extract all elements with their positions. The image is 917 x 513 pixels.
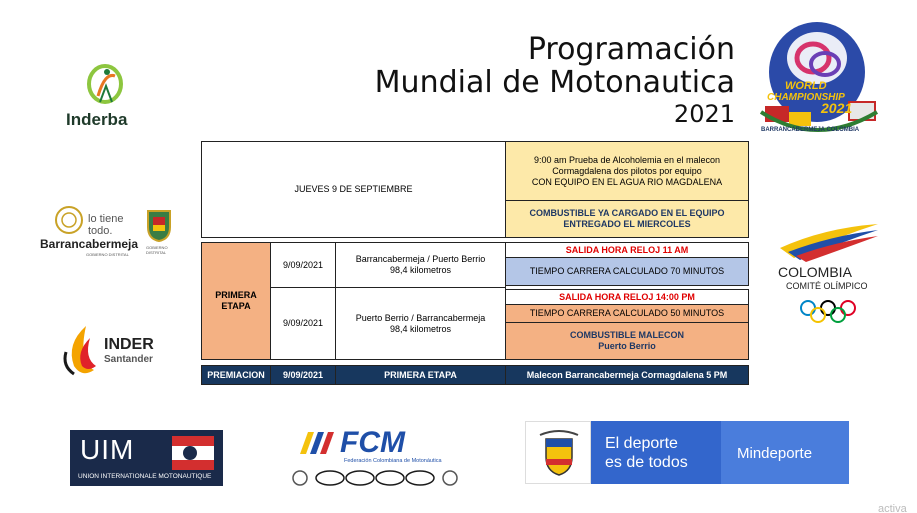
world-championship-emblem-icon: [755, 8, 885, 138]
awards-label: PREMIACION: [207, 369, 265, 380]
title-line-2: Mundial de Motonautica: [374, 65, 735, 100]
note-line-1: 9:00 am Prueba de Alcoholemia en el malecon: [533, 154, 721, 165]
inder-label: INDER: [104, 336, 154, 353]
leg1-start: SALIDA HORA RELOJ 11 AM: [565, 244, 689, 255]
deporte-line-2: es de todos: [605, 454, 688, 471]
lo-tiene-text-2: todo.: [88, 225, 113, 237]
inderba-logo: [60, 62, 150, 132]
leg2-time-cell: [505, 304, 749, 323]
title-line-3: 2021: [673, 100, 735, 128]
leg1-distance: 98,4 kilometros: [389, 265, 452, 275]
leg2-fuel-place: Puerto Berrio: [598, 341, 656, 351]
leg1-start-cell: [505, 242, 749, 258]
awards-label-cell: [201, 365, 271, 385]
awards-place-cell: [505, 365, 749, 385]
fuel-line-2: ENTREGADO EL MIERCOLES: [563, 219, 691, 229]
barrancabermeja-logo: [38, 203, 188, 263]
wc-label-1: WORLD: [785, 80, 827, 92]
day-label-cell: [201, 141, 506, 238]
wc-label-2: CHAMPIONSHIP: [767, 92, 845, 103]
olympic-rings-icon: [798, 298, 858, 324]
uim-logo: [70, 430, 223, 486]
corner-watermark: activa: [878, 503, 907, 513]
stage-line-1: PRIMERA: [215, 290, 257, 300]
stage-line-2: ETAPA: [221, 301, 251, 311]
fuel-line-1: COMBUSTIBLE YA CARGADO EN EL EQUIPO: [529, 208, 725, 218]
leg1-route-cell: [335, 242, 506, 288]
leg1-route: Barrancabermeja / Puerto Berrio: [355, 254, 486, 264]
uim-label: UIM: [80, 434, 135, 465]
awards-date: 9/09/2021: [282, 369, 324, 380]
leg2-date: 9/09/2021: [282, 318, 324, 328]
barrancabermeja-label: Barrancabermeja: [40, 237, 139, 251]
fcm-sub-label: Federación Colombiana de Motonáutica: [344, 458, 442, 464]
leg1-date-cell: [270, 242, 336, 288]
barrancabermeja-seal-icon: [52, 205, 86, 235]
colombia-label: COLOMBIA: [778, 264, 852, 280]
stage-cell: [201, 242, 271, 360]
awards-date-cell: [270, 365, 336, 385]
awards-stage-cell: [335, 365, 506, 385]
gobierno-distrital-label: GOBIERNO DISTRITAL: [146, 245, 168, 255]
note-line-2: Cormagdalena dos pilotos por equipo: [552, 165, 702, 176]
alcohol-test-cell: [505, 141, 749, 201]
inder-flame-icon: [60, 322, 104, 378]
leg1-time-cell: [505, 257, 749, 286]
mindeporte-shield-panel: [525, 421, 591, 484]
mindeporte-panel: [721, 421, 849, 484]
leg1-time: TIEMPO CARRERA CALCULADO 70 MINUTOS: [529, 266, 725, 276]
coat-of-arms-icon: [144, 207, 174, 243]
inderba-emblem-icon: [60, 62, 150, 110]
leg2-fuel: COMBUSTIBLE MALECON: [570, 330, 684, 340]
gobierno-label: GOBIERNO DISTRITAL: [86, 252, 129, 257]
fuel-preloaded-cell: [505, 200, 749, 238]
lo-tiene-text-1: lo tiene: [88, 213, 124, 225]
page-title: [375, 34, 735, 129]
inder-santander-logo: [60, 320, 170, 380]
fcm-boats-icon: [290, 468, 460, 488]
colombia-flag-icon: [774, 222, 884, 262]
wc-place-label: BARRANCABERMEJA COLOMBIA: [761, 127, 860, 133]
uim-sub-label: UNION INTERNATIONALE MOTONAUTIQUE: [78, 473, 212, 480]
mindeporte-label: Mindeporte: [737, 445, 813, 462]
awards-place: Malecon Barrancabermeja Cormagdalena 5 PM: [526, 369, 728, 380]
santander-label: Santander: [104, 354, 153, 365]
leg1-date: 9/09/2021: [282, 259, 324, 270]
mindeporte-banner: [525, 421, 849, 484]
colombia-olympic-logo: [768, 222, 888, 330]
colombia-shield-icon: [534, 427, 584, 479]
uim-flag-icon: [170, 434, 216, 472]
fcm-label: FCM: [340, 426, 405, 459]
deporte-line-1: El deporte: [605, 435, 678, 452]
leg2-start-cell: [505, 289, 749, 305]
leg2-start: SALIDA HORA RELOJ 14:00 PM: [559, 291, 695, 302]
comite-label: COMITÉ OLÍMPICO: [786, 281, 868, 291]
day-label: JUEVES 9 DE SEPTIEMBRE: [294, 184, 413, 194]
note-line-3: CON EQUIPO EN EL AGUA RIO MAGDALENA: [531, 176, 723, 187]
inderba-label: Inderba: [66, 110, 128, 129]
leg2-time: TIEMPO CARRERA CALCULADO 50 MINUTOS: [529, 308, 725, 318]
leg2-route: Puerto Berrio / Barrancabermeja: [355, 312, 486, 323]
leg2-distance: 98,4 kilometros: [389, 323, 452, 334]
awards-stage: PRIMERA ETAPA: [384, 369, 457, 380]
deporte-panel: [591, 421, 721, 484]
world-championship-logo: [755, 8, 885, 138]
fcm-stripes-icon: [300, 432, 340, 454]
leg2-date-cell: [270, 287, 336, 360]
fcm-logo: [288, 418, 468, 492]
title-line-1: Programación: [527, 32, 735, 67]
wc-year-label: 2021: [821, 100, 853, 116]
leg2-route-cell: [335, 287, 506, 360]
leg2-fuel-cell: [505, 322, 749, 360]
